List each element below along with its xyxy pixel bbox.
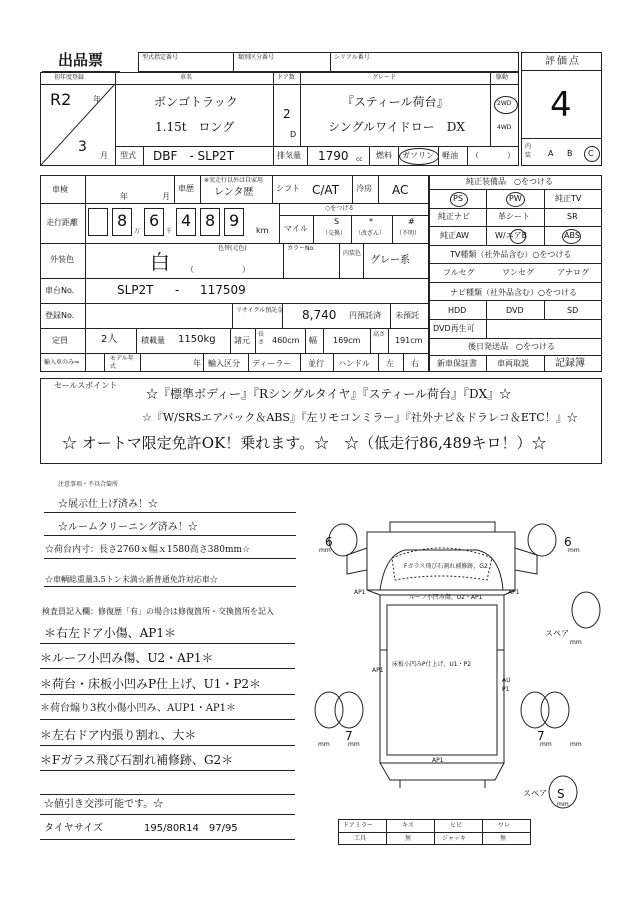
registration-label: 登録No. — [45, 311, 75, 320]
mileage-man: 万 — [134, 228, 141, 235]
equip-abs: ABS — [564, 231, 580, 240]
vehicle-damage-diagram — [305, 510, 605, 810]
inspector-note-5: ＊左右ドア内張り割れ、大＊ — [40, 728, 197, 742]
equip-pw: PW — [509, 194, 522, 203]
later-warranty: 新車保証書 — [437, 359, 477, 368]
km-unit: km — [256, 226, 269, 235]
sales-point-3: ☆ オートマ限定免許OK！乗れます。☆ ☆（低走行86,489キロ！）☆ — [62, 434, 547, 452]
interior-color: グレー系 — [370, 255, 410, 266]
year-unit: 年 — [93, 95, 101, 104]
ac-label: 冷房 — [356, 184, 372, 193]
recycle-value: 8,740 — [302, 308, 337, 322]
notes-label: 注意事項・不具合箇所 — [58, 481, 119, 488]
mileage-label: 走行距離 — [46, 218, 78, 227]
import-only-label: 輸入車のみ⇒ — [44, 359, 80, 366]
spare-label-bottom: スペア — [523, 789, 547, 798]
load-value: 1150kg — [178, 334, 216, 345]
original-color: （ ） — [186, 265, 250, 274]
inspector-note-1: ＊右左ドア小傷、AP1＊ — [44, 626, 177, 640]
tire-size-label: タイヤサイズ — [44, 823, 103, 834]
id-number-row — [138, 52, 519, 72]
accessory-header-break: ワレ — [498, 822, 511, 829]
fuel-gasoline: ガソリン — [402, 151, 434, 160]
tv-analog: アナログ — [557, 268, 589, 277]
dims-label: 諸元 — [234, 336, 250, 345]
car-sub: 1.15t ロング — [155, 120, 235, 134]
interior-b: B — [567, 149, 573, 158]
chassis-prefix: SLP2T — [117, 283, 154, 297]
equip-navi: 純正ナビ — [438, 212, 470, 221]
accessory-tools-value: 無 — [405, 835, 412, 842]
sales-points-label: セールスポイント — [54, 381, 118, 390]
note-3: ☆荷台内寸：長さ2760ｘ幅ｘ1580高さ380mm☆ — [45, 545, 251, 555]
form-title: 出品票 — [58, 51, 104, 69]
mark-hash-desc: （不明） — [396, 230, 421, 237]
equipment-title: 純正装備品 ○をつける — [466, 177, 553, 186]
navi-dvd: DVD — [506, 306, 524, 315]
recycle-label: リサイクル預託金 — [236, 307, 284, 314]
later-manual: 車両取説 — [497, 359, 529, 368]
mileage-digit-2: 6 — [149, 211, 160, 230]
fuel-label: 燃料 — [376, 151, 392, 160]
history-label: 車歴 — [178, 184, 194, 193]
equip-sr: SR — [567, 212, 578, 221]
tire-fr-depth: 6 — [564, 535, 572, 549]
navi-sd: SD — [567, 306, 579, 315]
tire-rl-depth: 7 — [345, 729, 353, 743]
shift-value: C/AT — [312, 183, 340, 197]
chassis-label: 車台No. — [45, 286, 75, 295]
displacement-label: 排気量 — [277, 151, 301, 160]
inspection-label: 車検 — [52, 185, 68, 194]
mark-s-desc: （交換） — [322, 230, 347, 237]
mark-hash: # — [408, 217, 415, 226]
month-value: 3 — [78, 139, 87, 155]
model-label: 型式 — [120, 151, 136, 160]
ap1-left-side: AP1 — [372, 667, 384, 674]
grade-label: グレード — [372, 74, 397, 81]
mileage-digit-3: 4 — [181, 211, 192, 230]
ap1-front-left: AP1 — [354, 589, 366, 596]
inspection-year: 年 — [120, 192, 128, 201]
load-label: 積載量 — [141, 336, 165, 345]
model-cert-label: 型式指定番号 — [142, 54, 179, 61]
length-value: 460cm — [272, 336, 300, 345]
era-value: R2 — [50, 90, 72, 109]
width-label: 幅 — [309, 336, 317, 345]
ac-value: AC — [392, 183, 409, 197]
tire-rl-unit: mm — [348, 741, 360, 748]
height-label: 高さ — [373, 331, 386, 338]
tire-rr-outer-unit: mm — [570, 741, 582, 748]
interior-label: 内装 — [525, 143, 532, 159]
equip-tv: 純正TV — [555, 194, 582, 203]
accessory-header-scratch: キズ — [402, 822, 414, 829]
inspector-note-2: ＊ルーフ小凹み傷、U2・AP1＊ — [40, 651, 214, 665]
tire-size-value: 195/80R14 97/95 — [144, 823, 238, 834]
dvd-playback: DVD再生可 — [433, 324, 475, 333]
import-category-label: 輸入区分 — [208, 359, 240, 368]
tv-title: TV種類（社外品含む）○をつける — [450, 250, 572, 259]
later-record: 記録簿 — [555, 358, 585, 369]
tire-rr-depth: 7 — [537, 729, 545, 743]
accessory-tools: 工具 — [354, 835, 367, 842]
inspector-note-6: ＊Fガラス飛び石割れ補修跡、G2＊ — [40, 753, 234, 767]
drive-2wd: 2WD — [497, 100, 512, 107]
tire-fl-depth: 6 — [325, 535, 333, 549]
spare-label-top: スペア — [545, 629, 569, 638]
recycle-unit: 円預託済 — [349, 311, 381, 320]
mark-star-desc: （改ざん） — [355, 230, 386, 237]
inspector-label: 検査員記入欄：修復歴「有」の場合は修復箇所・交換箇所を記入 — [42, 607, 274, 616]
spare-top-unit: mm — [570, 639, 582, 646]
interior-c: C — [588, 149, 594, 158]
mark-s: S — [334, 217, 340, 226]
recycle-status: 未預託 — [395, 311, 419, 320]
tv-fullseg: フルセグ — [443, 268, 475, 277]
spare-bottom-depth: S — [557, 787, 565, 801]
note-1: ☆展示仕上げ済み！☆ — [58, 499, 158, 510]
mark-instruction: ○をつける — [325, 205, 355, 212]
grade-line2: シングルワイドロー DX — [328, 120, 465, 134]
drive-label: 駆動 — [496, 74, 509, 81]
tire-rr-unit: mm — [540, 741, 552, 748]
navi-hdd: HDD — [448, 306, 467, 315]
interior-a: A — [548, 149, 554, 158]
drive-4wd: 4WD — [497, 124, 512, 131]
mileage-digit-1: 8 — [117, 211, 128, 230]
equip-aw: 純正AW — [440, 231, 469, 240]
spare-bottom-unit: mm — [557, 801, 569, 808]
history-value: レンタ歴 — [214, 187, 254, 198]
dealer-option: ディーラー — [252, 359, 292, 368]
exterior-color: 白 — [150, 250, 170, 274]
score-label: 評価点 — [545, 56, 581, 67]
equip-airbag: W/エアB — [495, 231, 528, 240]
history-note: ※実走行以外は自家用 — [204, 177, 264, 184]
note-2: ☆ルームクリーニング済み！☆ — [58, 522, 198, 533]
tire-fr-unit: mm — [568, 547, 580, 554]
height-value: 191cm — [395, 336, 423, 345]
later-title: 後日発送品 ○をつける — [468, 342, 555, 351]
chassis-dash: - — [175, 283, 180, 297]
inspector-note-4: ＊荷台煽り3枚小傷小凹み、AUP1・AP1＊ — [40, 703, 237, 714]
capacity-label: 定員 — [52, 336, 68, 345]
fglass-note: Fガラス飛び石割れ補修跡、G2 — [404, 563, 488, 570]
equip-ps: PS — [453, 194, 463, 203]
interior-color-label: 内装色 — [343, 250, 362, 257]
model-year-label: モデル年式 — [110, 355, 134, 370]
fuel-paren-open: （ — [471, 151, 479, 160]
capacity-value: 2人 — [101, 334, 118, 345]
displacement-value: 1790 — [318, 149, 349, 163]
bed-note: 床板小凹みP仕上げ、U1・P2 — [392, 661, 472, 668]
grade-line1: 『スティール荷台』 — [342, 95, 449, 109]
category-label: 類別区分番号 — [238, 54, 275, 61]
ap1-front-right: AP1 — [508, 589, 520, 596]
accessory-jack: ジャッキ — [442, 835, 466, 842]
tv-oneseg: ワンセグ — [502, 268, 534, 277]
mileage-sen: 千 — [166, 228, 173, 235]
note-4: ☆車輌総重量3.5トン未満☆新普通免許対応車☆ — [45, 575, 218, 584]
first-reg-label: 初年度登録 — [54, 74, 85, 81]
mile-label: マイル — [284, 224, 308, 233]
tire-rl-inner-unit: mm — [318, 741, 330, 748]
car-name: ボンゴトラック — [154, 95, 238, 109]
model-year-unit: 年 — [193, 359, 201, 368]
sales-point-1: ☆『標準ボディー』『Rシングルタイヤ』『スティール荷台』『DX』☆ — [146, 387, 512, 401]
month-unit: 月 — [100, 151, 108, 160]
car-name-label: 車名 — [180, 74, 193, 81]
exterior-label: 外装色 — [50, 255, 74, 264]
model-value: DBF - SLP2T — [153, 149, 235, 163]
color-no-label: カラーNo. — [287, 245, 315, 252]
accessory-jack-value: 無 — [500, 835, 507, 842]
serial-label: シリアル番号 — [334, 54, 370, 61]
handle-left: 左 — [386, 359, 394, 368]
accessory-header-crack: ヒビ — [450, 822, 463, 829]
door-type: D — [290, 130, 297, 139]
ap1-rear: AP1 — [432, 757, 444, 764]
shift-label: シフト — [276, 184, 300, 193]
doors-label: ドア数 — [277, 74, 295, 81]
inspection-month: 月 — [162, 192, 170, 201]
doors-value: 2 — [283, 107, 291, 121]
accessory-header-mirror: ドアミラー — [343, 822, 373, 829]
color-change-label: 色替(元色) — [218, 245, 247, 252]
cc-unit: cc — [356, 156, 363, 163]
length-label: 長さ — [258, 331, 265, 346]
fuel-light-oil: 軽油 — [442, 151, 458, 160]
handle-label: ハンドル — [338, 359, 370, 368]
mileage-digit-5: 9 — [229, 211, 240, 230]
handle-right: 右 — [411, 359, 419, 368]
roof-note: ルーフ小凹み傷、U2・AP1 — [409, 594, 483, 601]
sales-point-2: ☆『W/SRSエアバック＆ABS』『左リモコンミラー』『社外ナビ＆ドラレコ＆ETC！』☆ — [142, 411, 578, 424]
negotiable-note: ☆値引き交渉可能です。☆ — [44, 799, 164, 810]
tire-fl-unit: mm — [319, 547, 331, 554]
navi-title: ナビ種類（社外品含む）○をつける — [450, 288, 577, 297]
mark-star: * — [369, 217, 373, 226]
aup1-note: AU P1 — [502, 677, 511, 693]
width-value: 169cm — [333, 336, 361, 345]
parallel-option: 並行 — [308, 359, 324, 368]
inspector-note-3: ＊荷台・床板小凹みP仕上げ、U1・P2＊ — [40, 677, 262, 691]
chassis-number: 117509 — [200, 283, 246, 297]
fuel-paren-close: ） — [507, 151, 515, 160]
equip-leather: 革シート — [498, 212, 530, 221]
mileage-digit-4: 8 — [205, 211, 216, 230]
score-value: 4 — [550, 85, 572, 125]
